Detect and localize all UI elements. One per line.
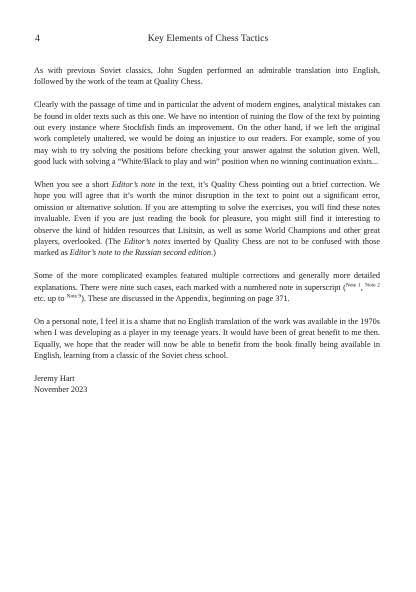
emphasis-russian-edition-note: Editor’s note to the Russian second edition <box>69 248 212 258</box>
signature-block <box>34 373 380 396</box>
emphasis-editors-note: Editor’s note <box>111 180 156 190</box>
paragraph-engine-mistakes: Clearly with the passage of time and in particular the advent of modern engines, analytical mistakes can be found in older texts such as this one. We have no intention of ruining the flow of the text by pointing out every instance where Stockfish finds an improvement. On the other hand, if we left the original work completely unaltered, we would be doing an injustice to our readers. For example, some of you may wish to try solving the positions before checking your answer against the solution given. Well, good luck with solving a “White/Black to play and win” position when no winning continuation exists... <box>34 100 380 167</box>
text-run: in the text, it’s Quality Chess pointing out a brief correction. We hope you will agree that it’s worth the minor disruption in the text to point out a significant error, omission or alternative solution. If you are attempting to solve the exercises, you will find these notes invaluable. Even if you are just reading the book for pleasure, you might still find it interesting to observe the kind of hidden resources that Lisitsin, as well as some World Champions and other great players, overlooked. (The <box>34 180 380 247</box>
superscript-note-9: Note 9 <box>66 293 82 300</box>
page-number: 4 <box>35 33 40 44</box>
author-name: Jeremy Hart <box>34 373 75 383</box>
emphasis-editors-notes: Editor’s notes <box>123 237 171 247</box>
body-text <box>34 65 380 407</box>
text-run: , <box>360 282 366 292</box>
text-run: Some of the more complicated examples featured multiple corrections and generally more detailed explanations. There were nine such cases, each marked with a numbered note in superscript ( <box>34 271 380 292</box>
superscript-note-2: Note 2 <box>365 282 381 289</box>
paragraph-numbered-notes <box>34 270 380 304</box>
text-run: ). These are discussed in the Appendix, beginning on page 371. <box>81 294 290 304</box>
signature-date: November 2023 <box>34 385 88 395</box>
running-title: Key Elements of Chess Tactics <box>147 33 269 44</box>
paragraph-personal-note: On a personal note, I feel it is a shame that no English translation of the work was available in the 1970s when I was developing as a player in my teenage years. It would have been of great benefit to me then. Equally, we hope that the reader will now be able to benefit from the book finally being available in English, learning from a classic of the Soviet chess school. <box>34 316 380 361</box>
text-run: .) <box>211 248 216 258</box>
superscript-note-1: Note 1 <box>345 282 361 289</box>
paragraph-editors-notes <box>34 179 380 259</box>
text-run: inserted by Quality Chess are not to be confused with those marked as <box>34 237 380 258</box>
paragraph-translation: As with previous Soviet classics, John Sugden performed an admirable translation into English, followed by the work of the team at Quality Chess. <box>34 66 380 87</box>
text-run: When you see a short <box>34 180 112 190</box>
text-run: etc. up to <box>34 294 67 304</box>
